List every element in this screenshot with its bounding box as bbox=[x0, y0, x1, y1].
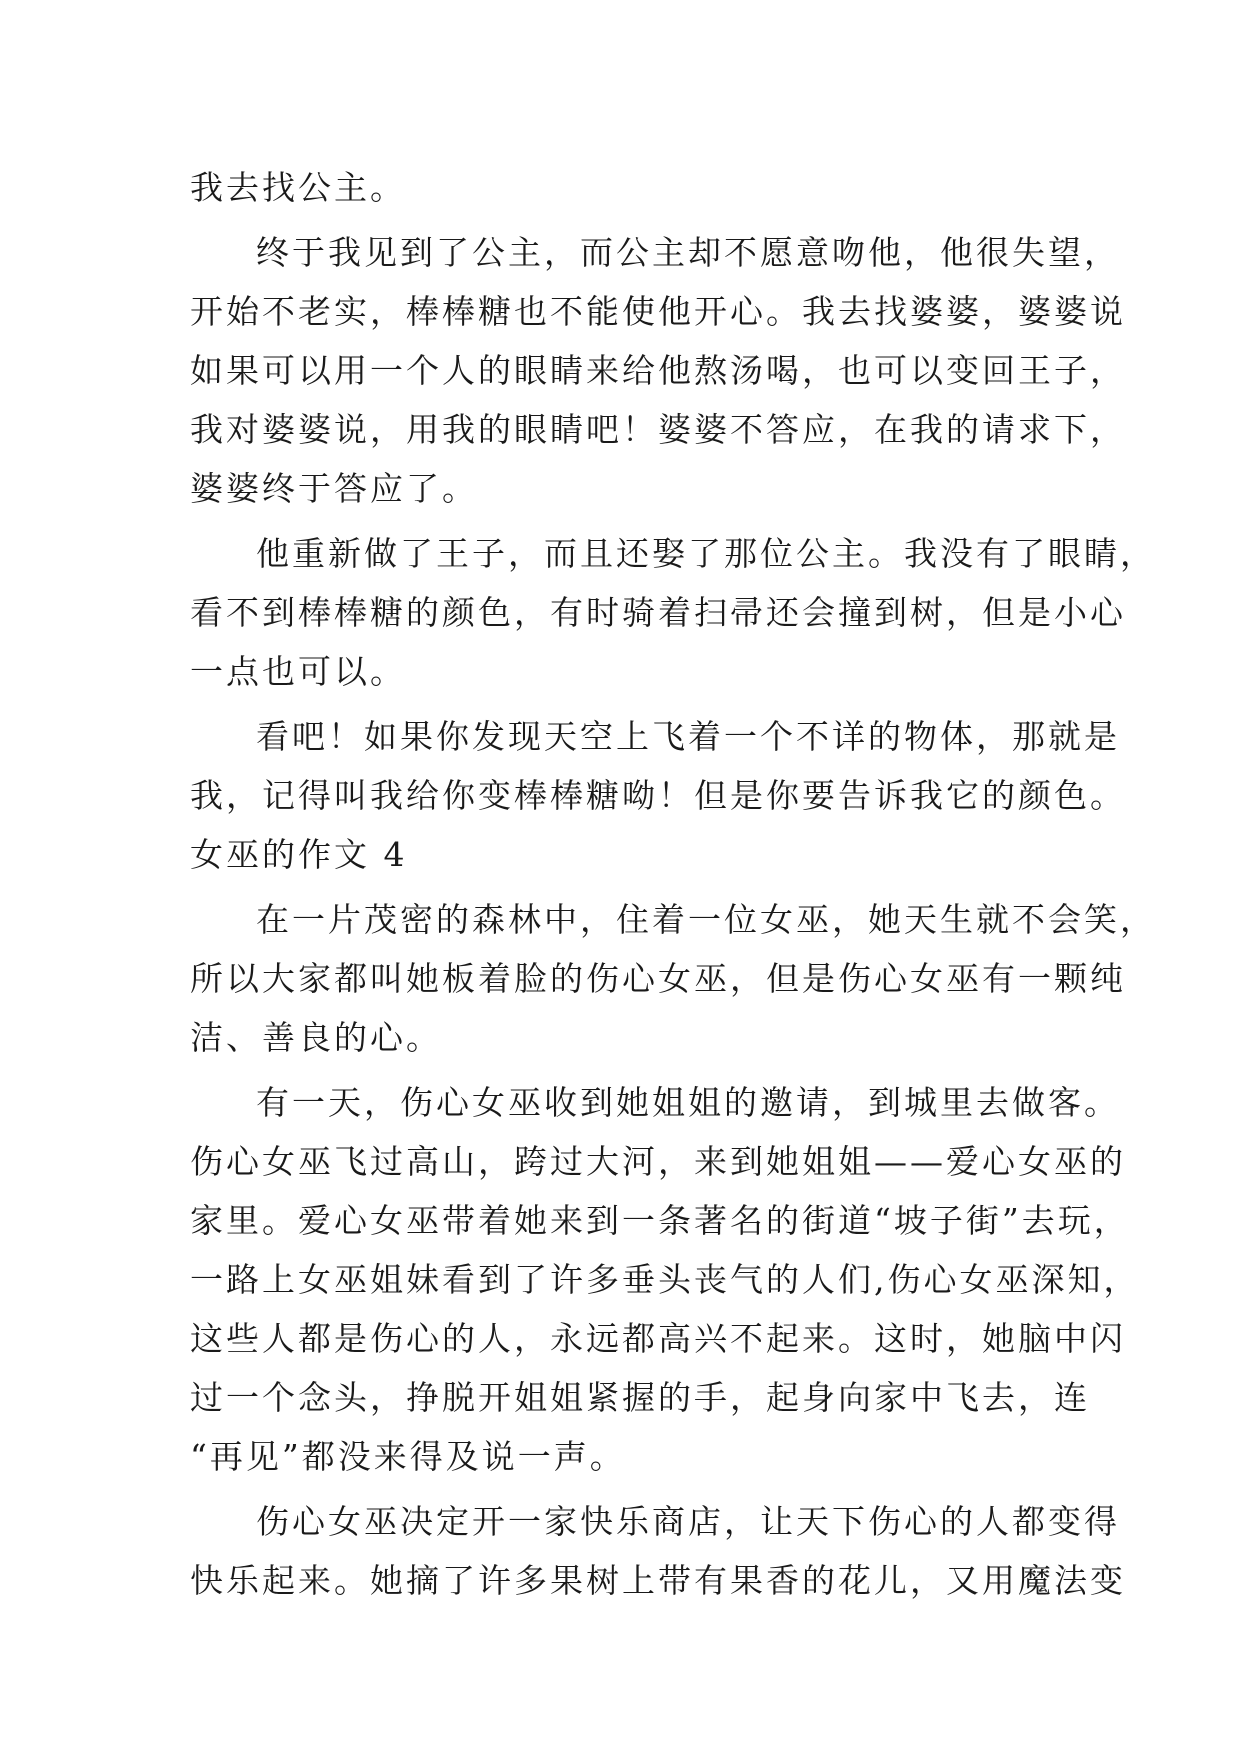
text-line: 我去找公主。 bbox=[190, 168, 406, 207]
document-body bbox=[190, 158, 1156, 1610]
text-line: 开始不老实，棒棒糖也不能使他开心。我去找婆婆，婆婆说 bbox=[190, 292, 1126, 331]
text-line: “再见”都没来得及说一声。 bbox=[190, 1437, 626, 1476]
text-line: 这些人都是伤心的人，永远都高兴不起来。这时，她脑中闪 bbox=[190, 1319, 1126, 1358]
paragraph-start-line: 他重新做了王子，而且还娶了那位公主。我没有了眼睛， bbox=[256, 534, 1156, 573]
section-heading: 女巫的作文 4 bbox=[190, 835, 408, 874]
text-line: 伤心女巫飞过高山，跨过大河，来到她姐姐——爱心女巫的 bbox=[190, 1142, 1126, 1181]
text-line: 婆婆终于答应了。 bbox=[190, 469, 478, 508]
text-line: 洁、善良的心。 bbox=[190, 1018, 442, 1057]
paragraph-start-line: 伤心女巫决定开一家快乐商店，让天下伤心的人都变得 bbox=[256, 1502, 1120, 1541]
paragraph-start-line: 终于我见到了公主，而公主却不愿意吻他，他很失望， bbox=[256, 233, 1120, 272]
text-line: 过一个念头，挣脱开姐姐紧握的手，起身向家中飞去，连 bbox=[190, 1378, 1090, 1417]
paragraph-start-line: 在一片茂密的森林中，住着一位女巫，她天生就不会笑， bbox=[256, 900, 1156, 939]
text-line: 我，记得叫我给你变棒棒糖呦！但是你要告诉我它的颜色。 bbox=[190, 776, 1126, 815]
text-line: 家里。爱心女巫带着她来到一条著名的街道“坡子街”去玩， bbox=[190, 1201, 1130, 1240]
paragraph-start-line: 看吧！如果你发现天空上飞着一个不详的物体，那就是 bbox=[256, 717, 1120, 756]
text-line: 我对婆婆说，用我的眼睛吧！婆婆不答应，在我的请求下， bbox=[190, 410, 1126, 449]
text-line: 看不到棒棒糖的颜色，有时骑着扫帚还会撞到树，但是小心 bbox=[190, 593, 1126, 632]
text-line: 快乐起来。她摘了许多果树上带有果香的花儿，又用魔法变 bbox=[190, 1561, 1126, 1600]
text-line: 所以大家都叫她板着脸的伤心女巫，但是伤心女巫有一颗纯 bbox=[190, 959, 1126, 998]
text-line: 如果可以用一个人的眼睛来给他熬汤喝，也可以变回王子， bbox=[190, 351, 1126, 390]
paragraph-start-line: 有一天，伤心女巫收到她姐姐的邀请，到城里去做客。 bbox=[256, 1083, 1120, 1122]
text-line: 一点也可以。 bbox=[190, 652, 406, 691]
text-line: 一路上女巫姐妹看到了许多垂头丧气的人们,伤心女巫深知， bbox=[190, 1260, 1140, 1299]
